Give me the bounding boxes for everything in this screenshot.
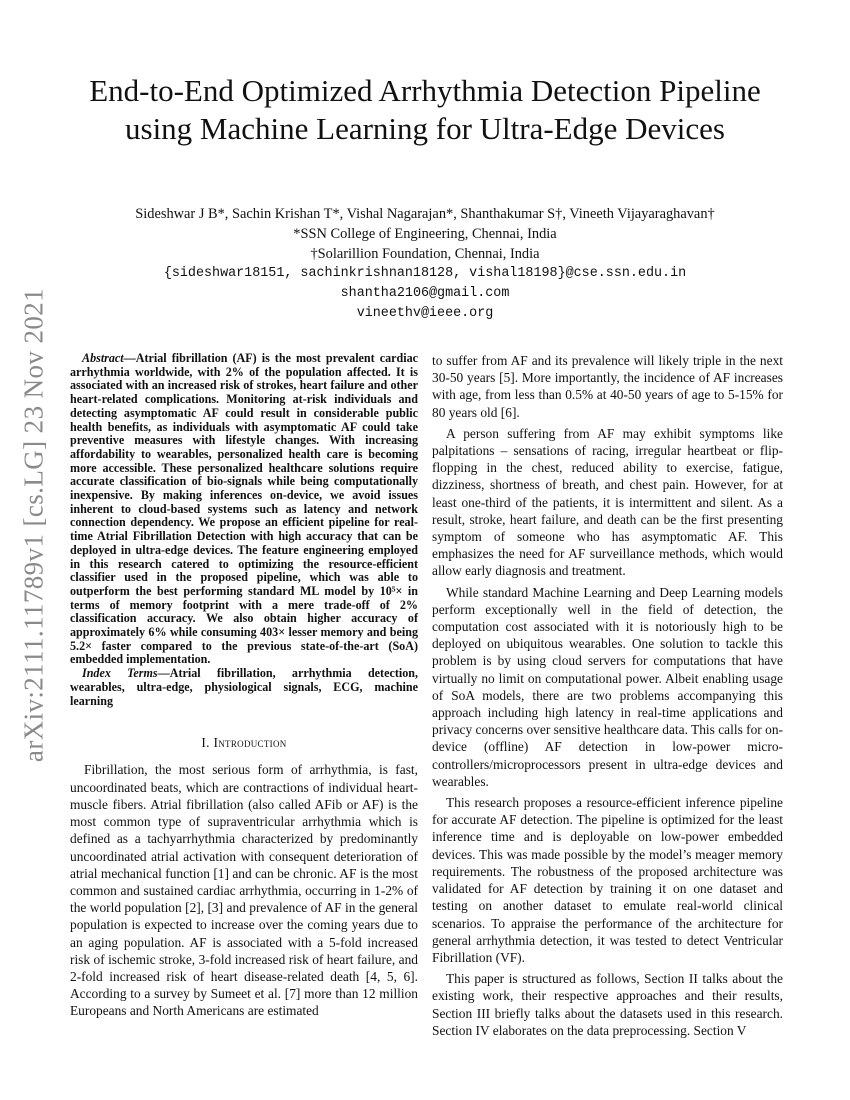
index-terms-text: —Atrial fibrillation, arrhythmia detection, wearables, ultra-edge, physiological signals, ECG, machine learning <box>70 666 418 708</box>
index-terms <box>70 667 418 708</box>
index-terms-label: Index Terms <box>82 666 158 681</box>
arxiv-sidebar-stamp <box>4 287 64 763</box>
abstract <box>70 352 418 667</box>
intro-paragraph-1-continued: to suffer from AF and its prevalence will likely triple in the next 30-50 years [5]. More importantly, the incidence of AF increases with age, from less than 0.5% at 40-50 years of age to 5-15% for 80 years old [6]. <box>432 353 783 420</box>
abstract-label: Abstract <box>82 351 124 365</box>
intro-paragraph-4: This research proposes a resource-efficient inference pipeline for accurate AF detection. The pipeline is optimized for the least inference time and is deployable on low-power embedded devices. This was made possible by the model’s meager memory requirements. The robustness of the proposed architecture was validated for AF detection by training it on one dataset and testing on another dataset to emulate real-world clinical scenarios. To appraise the performance of the architecture for general arrhythmia detection, it was tested to detect Ventricular Fibrillation (VF). <box>432 795 783 965</box>
intro-paragraph-3: While standard Machine Learning and Deep Learning models perform exceptionally well in the field of detection, the computation cost associated with it is notoriously high to be deployed on ubiquitous wearables. One solution to tackle this problem is by using cloud servers for computations that have virtually no limit on computational power. Albeit enabling usage of SoA models, there are two problems accompanying this approach including high latency in real-time applications and privacy concerns over sensitive healthcare data. This calls for on-device (offline) AF detection in low-power micro-controllers/microprocessors present in ultra-edge devices and wearables. <box>432 584 783 789</box>
right-column <box>432 352 783 1043</box>
author-email-shantha: shantha2106@gmail.com <box>340 286 510 301</box>
affiliation-ssn: *SSN College of Engineering, Chennai, India <box>293 226 557 242</box>
author-names: Sideshwar J B*, Sachin Krishan T*, Vishal Nagarajan*, Shanthakumar S†, Vineeth Vijayaraghavan† <box>135 206 715 222</box>
intro-paragraph-1: Fibrillation, the most serious form of arrhythmia, is fast, uncoordinated beats, which are contractions of individual heart-muscle fibers. Atrial fibrillation (also called AFib or AF) is the most common type of supraventricular arrhythmia which is defined as a tachyarrhythmia characterized by predominantly uncoordinated atrial activation with consequent deterioration of atrial mechanical function [1] and can be chronic. AF is the most common and sustained cardiac arrhythmia, occurring in 1-2% of the world population [2], [3] and prevalence of AF in the general population is expected to increase over the coming years due to an aging population. AF is associated with a 5-fold increased risk of ischemic stroke, 3-fold increased risk of heart failure, and 2-fold increased risk of heart disease-related death [4, 5, 6]. According to a survey by Sumeet et al. [7] more than 12 million Europeans and North Americans are estimated <box>70 762 418 1019</box>
author-email-vineeth: vineethv@ieee.org <box>356 306 494 321</box>
intro-paragraph-2: A person suffering from AF may exhibit symptoms like palpitations – sensations of racing, irregular heartbeat or flip-flopping in the chest, reduced ability to exercise, fatigue, dizziness, shortness of breath, and chest pain. However, for at least one-third of the patients, it is intermittent and silent. As a result, stroke, heart failure, and death can be the first presenting symptom of someone who has asymptomatic AF. This emphasizes the need for AF surveillance methods, which would allow early diagnosis and treatment. <box>432 425 783 579</box>
section-title: Introduction <box>213 735 287 751</box>
paper-title: End-to-End Optimized Arrhythmia Detection Pipeline using Machine Learning for Ultra-Edge Devices <box>89 73 761 146</box>
section-heading-introduction <box>70 734 418 751</box>
author-block <box>70 204 780 324</box>
arxiv-identifier: arXiv:2111.11789v1 [cs.LG] 23 Nov 2021 <box>18 287 49 763</box>
author-emails-ssn: {sideshwar18151, sachinkrishnan18128, vishal18198}@cse.ssn.edu.in <box>163 266 687 281</box>
left-column <box>70 352 418 1024</box>
affiliation-solarillion: †Solarillion Foundation, Chennai, India <box>310 246 540 262</box>
abstract-text: —Atrial fibrillation (AF) is the most prevalent cardiac arrhythmia worldwide, with 2% of the population affected. It is associated with an increased risk of strokes, heart failure and other heart-related complications. Monitoring at-risk individuals and detecting asymptomatic AF could result in considerable public health benefits, as individuals with asymptomatic AF could take preventive measures with lifestyle changes. With increasing affordability to wearables, personalized health care is becoming more accessible. These personalized healthcare solutions require accurate classification of bio-signals while being computationally inexpensive. By making inferences on-device, we avoid issues inherent to cloud-based systems such as latency and network connection dependency. We propose an efficient pipeline for real-time Atrial Fibrillation Detection with high accuracy that can be deployed in ultra-edge devices. The feature engineering employed in this research catered to optimizing the resource-efficient classifier used in the proposed pipeline, which was able to outperform the best performing standard ML model by 10⁵× in terms of memory footprint with a mere trade-off of 2% classification accuracy. We also obtain higher accuracy of approximately 6% while consuming 403× lesser memory and being 5.2× faster compared to the previous state-of-the-art (SoA) embedded implementation. <box>70 351 418 667</box>
section-number: I. <box>201 735 210 751</box>
intro-paragraph-5: This paper is structured as follows, Section II talks about the existing work, their respective approaches and their results, Section III briefly talks about the datasets used in this research. Section IV elaborates on the data preprocessing. Section V <box>432 971 783 1038</box>
